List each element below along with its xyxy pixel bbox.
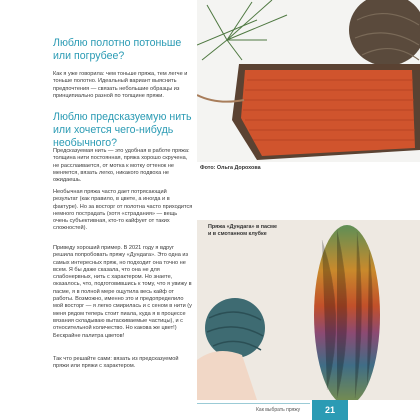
section-heading-predictable bbox=[53, 111, 193, 150]
photo-credit: Фото: Ольга Дорохова bbox=[200, 165, 261, 171]
heading-text: Люблю полотно потоньше или погрубее? bbox=[53, 37, 182, 62]
knitting-illustration bbox=[197, 0, 420, 162]
footer-divider bbox=[197, 403, 310, 404]
knitted-sample-photo bbox=[197, 0, 420, 162]
paragraph-text: Приведу хороший пример. В 2021 году я вдруг решила попробовать пряжу «Дундага». Это одна из самых интересных пряж, но подходит она точно не всем. Я бы даже сказала, что она не для слабонервных, нить с характером. Но знаете, оказалось, что, подготовившись к тому, что я увижу в пасме, я в полной мере ощутила весь кайф от работы. Возможно, именно это и предопределило мой восторг — я легко смирилась и с сеном в нити (у меня рядом теперь стоит пиала, куда я в процессе вязания складываю вытаскиваемые частицы), и с относительной количество. Но какова же цвет!) Бескрайне палитра цветов! bbox=[53, 245, 192, 339]
paragraph-text: Предсказуемая нить — это удобная в работе пряжа: толщина нити постоянная, пряжа хорошо скручена, не расслаивается, от мотка к мотку оттенок не меняется, вязать легко, никакого подвоха не ожидаешь. bbox=[53, 148, 190, 184]
paragraph-text: Как я уже говорила: чем тоньше пряжа, тем легче и тоньше полотно. Идеальный вариант выяснить предпочтения — связать небольшие образцы из принципиально разной по толщине пряжи. bbox=[53, 71, 188, 99]
heading-text: Люблю предсказуемую нить или хочется чего-нибудь необычного? bbox=[53, 111, 192, 149]
yarn-illustration bbox=[197, 220, 420, 400]
paragraph-text: Так что решайте сами: вязать из предсказуемой пряжи или пряжи с характером. bbox=[53, 356, 179, 370]
yarn-photo bbox=[197, 220, 420, 400]
paragraph-example bbox=[53, 245, 193, 340]
paragraph-predictable bbox=[53, 148, 193, 184]
paragraph-thickness bbox=[53, 71, 193, 100]
photo-caption: Пряжа «Дундага» в пасме и в смотанном клубке bbox=[208, 224, 277, 237]
running-footer: Как выбрать пряжу bbox=[256, 407, 301, 413]
paragraph-conclusion bbox=[53, 356, 193, 371]
section-heading-thickness bbox=[53, 37, 193, 63]
paragraph-unusual bbox=[53, 189, 193, 233]
page-number: 21 bbox=[312, 400, 348, 420]
paragraph-text: Необычная пряжа часто дает потрясающий результат (как правило, в цвете, а иногда и в фактуре). Но за восторг от полотна часто приходится немного пострадать (хотя «страдания» — вещь очень субъективная, кто-то кайфует от таких сложностей). bbox=[53, 189, 193, 232]
